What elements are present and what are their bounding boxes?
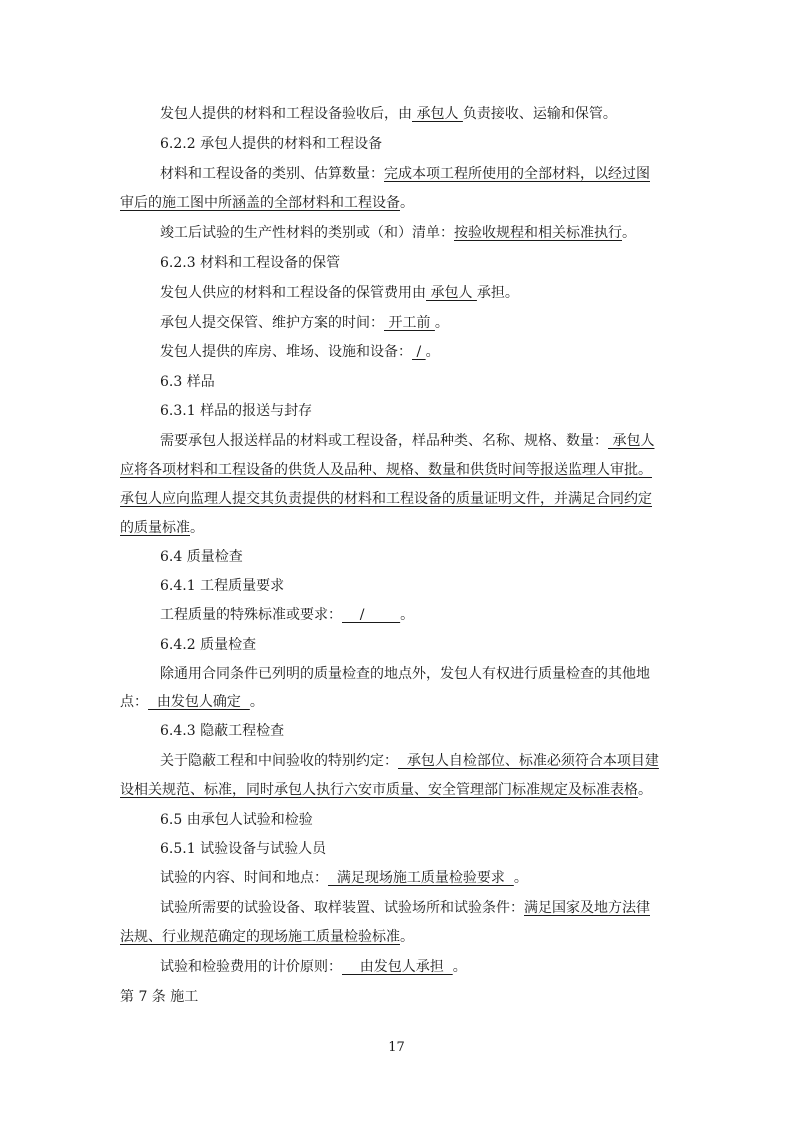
test-content-line bbox=[160, 868, 528, 888]
text: 。 bbox=[400, 195, 414, 211]
text: 。 bbox=[452, 959, 467, 975]
heading-6-4: 6.4 质量检查 bbox=[160, 549, 243, 565]
filled-value: 承包人自检部位、标准必须符合本项目建 bbox=[398, 753, 659, 769]
text: 工程质量的特殊标准或要求： bbox=[160, 607, 342, 623]
text: 。 bbox=[513, 870, 528, 886]
heading-6-4-3: 6.4.3 隐蔽工程检查 bbox=[160, 723, 285, 739]
storage-plan-time-line bbox=[160, 313, 449, 333]
text: 试验的内容、时间和地点： bbox=[160, 870, 328, 886]
text: 。 bbox=[190, 520, 204, 536]
quality-inspection-line-2 bbox=[120, 692, 264, 712]
heading-6-2-2: 6.2.2 承包人提供的材料和工程设备 bbox=[160, 136, 383, 152]
sample-submission-line-2 bbox=[120, 460, 652, 480]
text: 。 bbox=[434, 315, 449, 331]
text: 。 bbox=[249, 694, 264, 710]
materials-category-line bbox=[160, 164, 650, 184]
test-cost-line bbox=[160, 957, 467, 977]
heading-6-5: 6.5 由承包人试验和检验 bbox=[160, 812, 313, 828]
heading-6-2-3: 6.2.3 材料和工程设备的保管 bbox=[160, 255, 341, 271]
quality-standard-line bbox=[160, 605, 414, 625]
filled-value: 满足国家及地方法律 bbox=[524, 900, 650, 916]
hidden-works-line bbox=[160, 751, 659, 771]
filled-value: 由发包人确定 bbox=[148, 694, 250, 710]
text: 试验所需要的试验设备、取样装置、试验场所和试验条件： bbox=[160, 900, 524, 916]
filled-value: 按验收规程和相关标准执行 bbox=[454, 225, 622, 241]
text: 需要承包人报送样品的材料或工程设备，样品种类、名称、规格、数量： bbox=[160, 433, 608, 449]
text: 材料和工程设备的类别、估算数量： bbox=[160, 166, 384, 182]
text: 承包人提交保管、维护方案的时间： bbox=[160, 315, 384, 331]
text: 发包人提供的库房、堆场、设施和设备： bbox=[160, 344, 412, 360]
heading-6-4-2: 6.4.2 质量检查 bbox=[160, 637, 257, 653]
heading-6-3-1: 6.3.1 样品的报送与封存 bbox=[160, 403, 313, 419]
filled-value: 应将各项材料和工程设备的供货人及品种、规格、数量和供货时间等报送监理人审批。 bbox=[120, 462, 652, 478]
text: 。 bbox=[400, 607, 415, 623]
sample-submission-line bbox=[160, 431, 654, 451]
receipt-line bbox=[160, 104, 617, 124]
filled-value: 承包人 bbox=[608, 433, 655, 449]
filled-value: / bbox=[412, 344, 426, 360]
text: 发包人提供的材料和工程设备验收后，由 bbox=[160, 106, 412, 122]
heading-6-5-1: 6.5.1 试验设备与试验人员 bbox=[160, 841, 327, 857]
filled-value: / bbox=[342, 607, 401, 623]
text: 。 bbox=[638, 782, 652, 798]
materials-category-line-2 bbox=[120, 193, 414, 213]
heading-article-7: 第 7 条 施工 bbox=[120, 989, 199, 1005]
filled-value: 完成本项工程所使用的全部材料，以经过图 bbox=[384, 166, 650, 182]
text: 。 bbox=[622, 225, 636, 241]
storage-fee-line bbox=[160, 283, 519, 303]
test-equipment-line bbox=[160, 898, 650, 918]
filled-value: 满足现场施工质量检验要求 bbox=[328, 870, 514, 886]
post-completion-test-line bbox=[160, 223, 636, 243]
filled-value: 承包人 bbox=[412, 106, 463, 122]
filled-value: 设相关规范、标准，同时承包人执行六安市质量、安全管理部门标准规定及标准表格 bbox=[120, 782, 638, 798]
page-number: 17 bbox=[388, 1040, 405, 1055]
text: 试验和检验费用的计价原则： bbox=[160, 959, 342, 975]
text: 关于隐蔽工程和中间验收的特别约定： bbox=[160, 753, 398, 769]
hidden-works-line-2 bbox=[120, 780, 652, 800]
filled-value: 承包人应向监理人提交其负责提供的材料和工程设备的质量证明文件，并满足合同约定 bbox=[120, 491, 652, 507]
text: 承担。 bbox=[476, 285, 519, 301]
filled-value: 审后的施工图中所涵盖的全部材料和工程设备 bbox=[120, 195, 400, 211]
text: 。 bbox=[400, 929, 414, 945]
text: 负责接收、运输和保管。 bbox=[462, 106, 617, 122]
test-equipment-line-2 bbox=[120, 927, 414, 947]
filled-value: 开工前 bbox=[384, 315, 435, 331]
text: 点： bbox=[120, 694, 148, 710]
text: 。 bbox=[425, 344, 440, 360]
filled-value: 法规、行业规范确定的现场施工质量检验标准 bbox=[120, 929, 400, 945]
heading-6-4-1: 6.4.1 工程质量要求 bbox=[160, 578, 285, 594]
filled-value: 由发包人承担 bbox=[342, 959, 453, 975]
heading-6-3: 6.3 样品 bbox=[160, 374, 215, 390]
quality-inspection-line: 除通用合同条件已列明的质量检查的地点外，发包人有权进行质量检查的其他地 bbox=[160, 666, 650, 682]
warehouse-line bbox=[160, 342, 440, 362]
filled-value: 承包人 bbox=[426, 285, 477, 301]
sample-submission-line-4 bbox=[120, 518, 204, 538]
sample-submission-line-3 bbox=[120, 489, 652, 509]
text: 竣工后试验的生产性材料的类别或（和）清单： bbox=[160, 225, 454, 241]
filled-value: 的质量标准 bbox=[120, 520, 190, 536]
text: 发包人供应的材料和工程设备的保管费用由 bbox=[160, 285, 426, 301]
